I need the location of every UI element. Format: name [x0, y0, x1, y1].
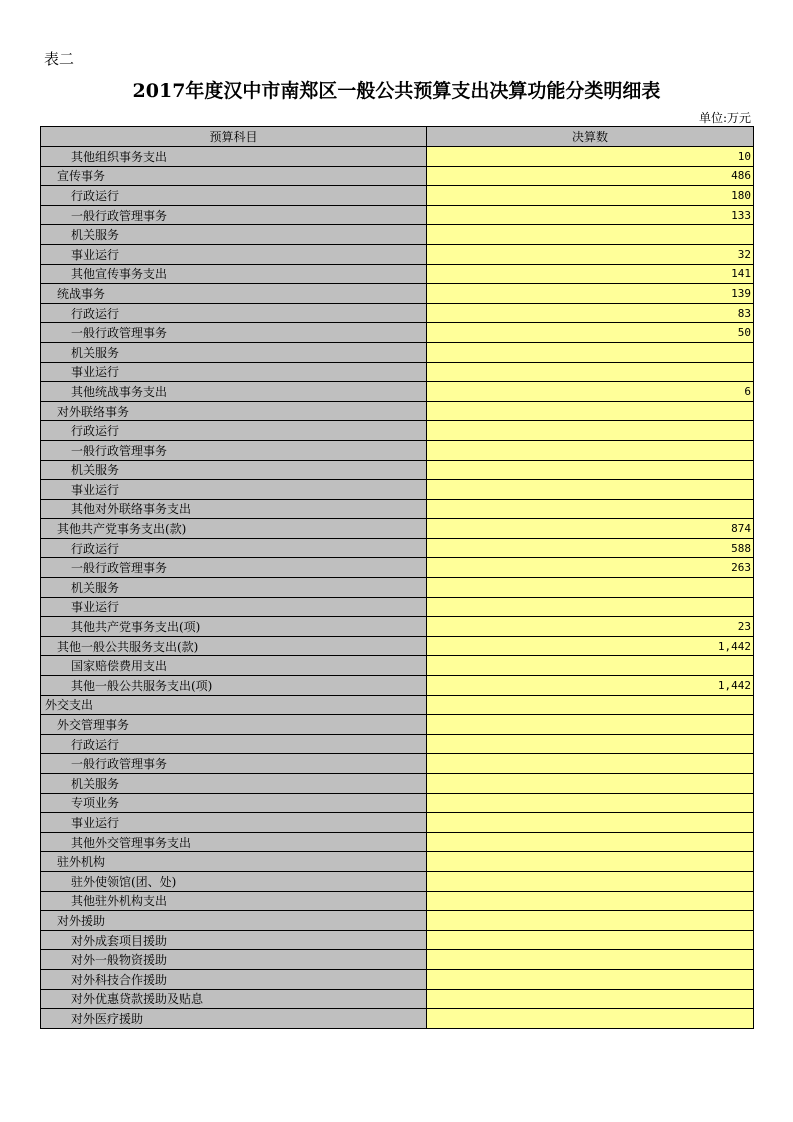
- row-item-name: 对外一般物资援助: [41, 950, 427, 970]
- table-row: [41, 519, 754, 539]
- row-amount: [427, 460, 754, 480]
- table-row: [41, 930, 754, 950]
- row-amount: [427, 440, 754, 460]
- row-amount: 32: [427, 244, 754, 264]
- row-item-name: 其他统战事务支出: [41, 382, 427, 402]
- column-header-item: 预算科目: [41, 127, 427, 147]
- table-row: [41, 480, 754, 500]
- row-amount: [427, 421, 754, 441]
- row-item-name: 专项业务: [41, 793, 427, 813]
- row-item-name: 宣传事务: [41, 166, 427, 186]
- row-item-name: 行政运行: [41, 421, 427, 441]
- row-amount: 1,442: [427, 676, 754, 696]
- row-item-name: 其他一般公共服务支出(款): [41, 636, 427, 656]
- table-row: [41, 538, 754, 558]
- budget-table: [40, 126, 754, 1029]
- table-row: [41, 205, 754, 225]
- row-item-name: 一般行政管理事务: [41, 323, 427, 343]
- row-item-name: 行政运行: [41, 538, 427, 558]
- row-amount: 486: [427, 166, 754, 186]
- row-item-name: 事业运行: [41, 244, 427, 264]
- row-amount: [427, 989, 754, 1009]
- row-amount: [427, 813, 754, 833]
- row-amount: [427, 715, 754, 735]
- row-item-name: 机关服务: [41, 342, 427, 362]
- row-amount: [427, 871, 754, 891]
- row-amount: 10: [427, 147, 754, 167]
- row-amount: [427, 1009, 754, 1029]
- table-row: [41, 813, 754, 833]
- row-amount: [427, 656, 754, 676]
- row-amount: [427, 793, 754, 813]
- row-item-name: 一般行政管理事务: [41, 440, 427, 460]
- row-amount: [427, 774, 754, 794]
- row-item-name: 其他一般公共服务支出(项): [41, 676, 427, 696]
- row-item-name: 其他宣传事务支出: [41, 264, 427, 284]
- table-row: [41, 499, 754, 519]
- table-row: [41, 754, 754, 774]
- row-amount: [427, 499, 754, 519]
- row-item-name: 统战事务: [41, 284, 427, 304]
- table-row: [41, 911, 754, 931]
- row-amount: 133: [427, 205, 754, 225]
- row-amount: 6: [427, 382, 754, 402]
- row-item-name: 国家赔偿费用支出: [41, 656, 427, 676]
- row-item-name: 事业运行: [41, 597, 427, 617]
- table-row: [41, 166, 754, 186]
- row-item-name: 事业运行: [41, 362, 427, 382]
- table-row: [41, 421, 754, 441]
- table-row: [41, 617, 754, 637]
- row-amount: [427, 950, 754, 970]
- row-item-name: 其他共产党事务支出(款): [41, 519, 427, 539]
- row-item-name: 事业运行: [41, 480, 427, 500]
- row-item-name: 其他对外联络事务支出: [41, 499, 427, 519]
- row-item-name: 行政运行: [41, 734, 427, 754]
- row-amount: 874: [427, 519, 754, 539]
- row-amount: [427, 852, 754, 872]
- row-item-name: 其他外交管理事务支出: [41, 832, 427, 852]
- row-amount: [427, 891, 754, 911]
- table-row: [41, 852, 754, 872]
- row-item-name: 一般行政管理事务: [41, 205, 427, 225]
- table-row: [41, 382, 754, 402]
- row-item-name: 一般行政管理事务: [41, 558, 427, 578]
- row-amount: [427, 342, 754, 362]
- table-row: [41, 950, 754, 970]
- row-item-name: 对外成套项目援助: [41, 930, 427, 950]
- row-amount: 1,442: [427, 636, 754, 656]
- row-item-name: 对外医疗援助: [41, 1009, 427, 1029]
- table-row: [41, 284, 754, 304]
- row-item-name: 其他共产党事务支出(项): [41, 617, 427, 637]
- row-amount: [427, 480, 754, 500]
- table-row: [41, 186, 754, 206]
- row-amount: 588: [427, 538, 754, 558]
- row-amount: 263: [427, 558, 754, 578]
- row-item-name: 行政运行: [41, 186, 427, 206]
- row-amount: 141: [427, 264, 754, 284]
- table-label: 表二: [44, 50, 75, 68]
- table-row: [41, 656, 754, 676]
- row-item-name: 对外援助: [41, 911, 427, 931]
- table-row: [41, 147, 754, 167]
- row-amount: [427, 362, 754, 382]
- row-amount: [427, 578, 754, 598]
- row-item-name: 事业运行: [41, 813, 427, 833]
- row-item-name: 对外优惠贷款援助及贴息: [41, 989, 427, 1009]
- row-amount: [427, 969, 754, 989]
- row-amount: [427, 401, 754, 421]
- table-row: [41, 323, 754, 343]
- table-row: [41, 597, 754, 617]
- table-row: [41, 695, 754, 715]
- table-row: [41, 891, 754, 911]
- table-row: [41, 401, 754, 421]
- table-row: [41, 225, 754, 245]
- row-item-name: 机关服务: [41, 578, 427, 598]
- table-row: [41, 989, 754, 1009]
- table-row: [41, 832, 754, 852]
- row-amount: [427, 734, 754, 754]
- row-amount: [427, 695, 754, 715]
- page-title: 2017年度汉中市南郑区一般公共预算支出决算功能分类明细表: [132, 80, 661, 102]
- row-item-name: 外交支出: [41, 695, 427, 715]
- row-amount: 83: [427, 303, 754, 323]
- row-item-name: 对外联络事务: [41, 401, 427, 421]
- table-row: [41, 774, 754, 794]
- row-amount: [427, 832, 754, 852]
- table-row: [41, 676, 754, 696]
- row-item-name: 机关服务: [41, 774, 427, 794]
- table-row: [41, 969, 754, 989]
- table-row: [41, 440, 754, 460]
- row-amount: [427, 911, 754, 931]
- table-row: [41, 578, 754, 598]
- row-item-name: 一般行政管理事务: [41, 754, 427, 774]
- table-row: [41, 636, 754, 656]
- table-row: [41, 734, 754, 754]
- row-item-name: 对外科技合作援助: [41, 969, 427, 989]
- column-header-amount: 决算数: [427, 127, 754, 147]
- table-row: [41, 558, 754, 578]
- table-row: [41, 1009, 754, 1029]
- table-row: [41, 342, 754, 362]
- table-header-row: [41, 127, 754, 147]
- row-amount: [427, 754, 754, 774]
- table-row: [41, 303, 754, 323]
- row-amount: [427, 225, 754, 245]
- table-row: [41, 460, 754, 480]
- row-amount: 50: [427, 323, 754, 343]
- table-row: [41, 244, 754, 264]
- row-amount: 180: [427, 186, 754, 206]
- row-amount: [427, 930, 754, 950]
- unit-label: 单位:万元: [698, 111, 751, 125]
- row-item-name: 驻外使领馆(团、处): [41, 871, 427, 891]
- row-item-name: 其他驻外机构支出: [41, 891, 427, 911]
- row-item-name: 其他组织事务支出: [41, 147, 427, 167]
- table-row: [41, 793, 754, 813]
- row-item-name: 机关服务: [41, 225, 427, 245]
- row-amount: [427, 597, 754, 617]
- table-row: [41, 871, 754, 891]
- table-row: [41, 362, 754, 382]
- row-item-name: 行政运行: [41, 303, 427, 323]
- row-item-name: 外交管理事务: [41, 715, 427, 735]
- row-amount: 23: [427, 617, 754, 637]
- table-row: [41, 264, 754, 284]
- row-amount: 139: [427, 284, 754, 304]
- row-item-name: 驻外机构: [41, 852, 427, 872]
- row-item-name: 机关服务: [41, 460, 427, 480]
- table-row: [41, 715, 754, 735]
